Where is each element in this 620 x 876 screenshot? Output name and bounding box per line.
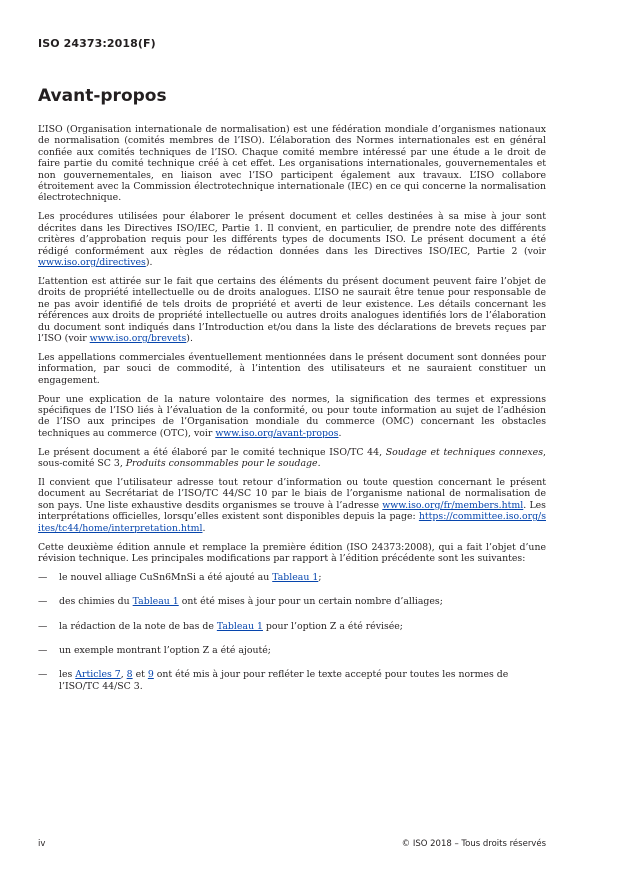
paragraph (38, 477, 546, 534)
paragraph (38, 447, 546, 470)
list-text: les (59, 669, 76, 681)
article-7-link[interactable]: Articles 7 (75, 669, 121, 681)
paragraph-text: . (202, 522, 206, 534)
paragraph-text: Le présent document a été élaboré par le comité technique ISO/TC 44, (38, 446, 386, 458)
paragraph-text: Pour une explication de la nature volontaire des normes, la signification des termes et expressions spécifiques de l’ISO liés à l’évaluation de la conformité, ou pour toute information au sujet de l’adhésion de l’ISO aux principes de l’Organisation mondiale du commerce (OMC) concernant les obstacles techniques au commerce (OTC), voir (38, 393, 546, 439)
paragraph (38, 394, 546, 440)
document-id: ISO 24373:2018(F) (38, 37, 156, 50)
list-text: pour l’option Z a été révisée; (262, 620, 403, 632)
paragraph-text: ). (145, 256, 153, 268)
article-9-link[interactable]: 9 (147, 669, 154, 681)
tableau-1-link[interactable]: Tableau 1 (132, 596, 179, 608)
list-text: ; (318, 571, 322, 583)
members-link[interactable]: www.iso.org/fr/members.html (382, 499, 524, 511)
list-text: un exemple montrant l’option Z a été ajouté; (59, 645, 271, 657)
foreword-body (38, 124, 546, 705)
list-item (38, 621, 546, 632)
list-text: le nouvel alliage CuSn6MnSi a été ajouté au (59, 571, 273, 583)
paragraph-text: L’attention est attirée sur le fait que certains des éléments du présent document peuvent faire l’objet de droits de propriété intellectuelle ou de droits analogues. L’ISO ne saurait être tenue pour responsable de ne pas avoir identifié de tels droits de propriété et averti de leur existence. Les détails concernant les références aux droits de propriété intellectuelle ou autres droits analogues identifiés lors de l’élaboration du document sont indiqués dans l’Introduction et/ou dans la liste des déclarations de brevets reçues par l’ISO (voir (38, 275, 546, 344)
paragraph: Les appellations commerciales éventuellement mentionnées dans le présent document sont données pour information, par souci de commodité, à l’intention des utilisateurs et ne sauraient constituer un engagement. (38, 351, 546, 386)
copyright-notice: © ISO 2018 – Tous droits réservés (401, 839, 546, 849)
list-text: la rédaction de la note de bas de (59, 620, 217, 632)
paragraph-text: ). (186, 332, 193, 344)
brevets-link[interactable]: www.iso.org/brevets (89, 332, 187, 344)
paragraph-text: . (317, 458, 321, 470)
subcommittee-title: Produits consommables pour le soudage (125, 458, 318, 470)
tableau-1-link[interactable]: Tableau 1 (272, 571, 319, 583)
tableau-1-link[interactable]: Tableau 1 (216, 620, 263, 632)
list-text: et (132, 669, 148, 681)
list-item (38, 645, 546, 656)
article-8-link[interactable]: 8 (126, 669, 133, 681)
list-item (38, 572, 546, 583)
paragraph: L’ISO (Organisation internationale de normalisation) est une fédération mondiale d’organismes nationaux de normalisation (comités membres de l’ISO). L’élaboration des Normes internationales est en général confiée aux comités techniques de l’ISO. Chaque comité membre intéressé par une étude a le droit de faire partie du comité technique créé à cet effet. Les organisations internationales, gouvernementales et non gouvernementales, en liaison avec l’ISO participent également aux travaux. L’ISO collabore étroitement avec la Commission électrotechnique internationale (IEC) en ce qui concerne la normalisation électrotechnique. (38, 124, 546, 204)
list-text: , (120, 669, 127, 681)
avant-propos-link[interactable]: www.iso.org/avant-propos (215, 427, 339, 439)
paragraph-text: . Les interprétations officielles, lorsqu’elles existent sont disponibles depuis la page: (38, 499, 546, 523)
dash-marker: — (38, 645, 48, 657)
paragraph-text: Les procédures utilisées pour élaborer le présent document et celles destinées à sa mise à jour sont décrites dans les Directives ISO/IEC, Partie 1. Il convient, en particulier, de prendre note des différents critères d’approbation requis pour les différents types de documents ISO. Le présent document a été rédigé conformément aux règles de rédaction données dans les Directives ISO/IEC, Partie 2 (voir (38, 211, 546, 257)
page-title: Avant-propos (38, 86, 167, 106)
paragraph-text: . (338, 427, 342, 439)
paragraph-text: Il convient que l’utilisateur adresse tout retour d’information ou toute question concernant le présent document au Secrétariat de l’ISO/TC 44/SC 10 par le biais de l’organisme national de normalisation de son pays. Une liste exhaustive desdits organismes se trouve à l’adresse (38, 476, 546, 511)
list-item (38, 669, 546, 692)
page-number: iv (38, 839, 46, 849)
dash-marker: — (38, 571, 48, 583)
paragraph (38, 211, 546, 268)
dash-marker: — (38, 596, 48, 608)
changes-list (38, 572, 546, 692)
list-text: ont été mises à jour pour un certain nombre d’alliages; (178, 596, 443, 608)
dash-marker: — (38, 620, 48, 632)
paragraph (38, 276, 546, 344)
list-item (38, 596, 546, 607)
committee-title: Soudage et techniques connexes (385, 446, 544, 458)
paragraph: Cette deuxième édition annule et remplace la première édition (ISO 24373:2008), qui a fait l’objet d’une révision technique. Les principales modifications par rapport à l’édition précédente sont les suivantes: (38, 541, 546, 564)
paragraph-text: , sous-comité SC 3, (38, 446, 546, 470)
list-text: ont été mis à jour pour refléter le texte accepté pour toutes les normes de l’ISO/TC 44/SC 3. (59, 669, 509, 692)
list-text: des chimies du (59, 596, 133, 608)
directives-link[interactable]: www.iso.org/directives (38, 256, 146, 268)
dash-marker: — (38, 669, 48, 681)
interpretation-link[interactable]: https://committee.iso.org/sites/tc44/home/interpretation.html (38, 511, 546, 534)
